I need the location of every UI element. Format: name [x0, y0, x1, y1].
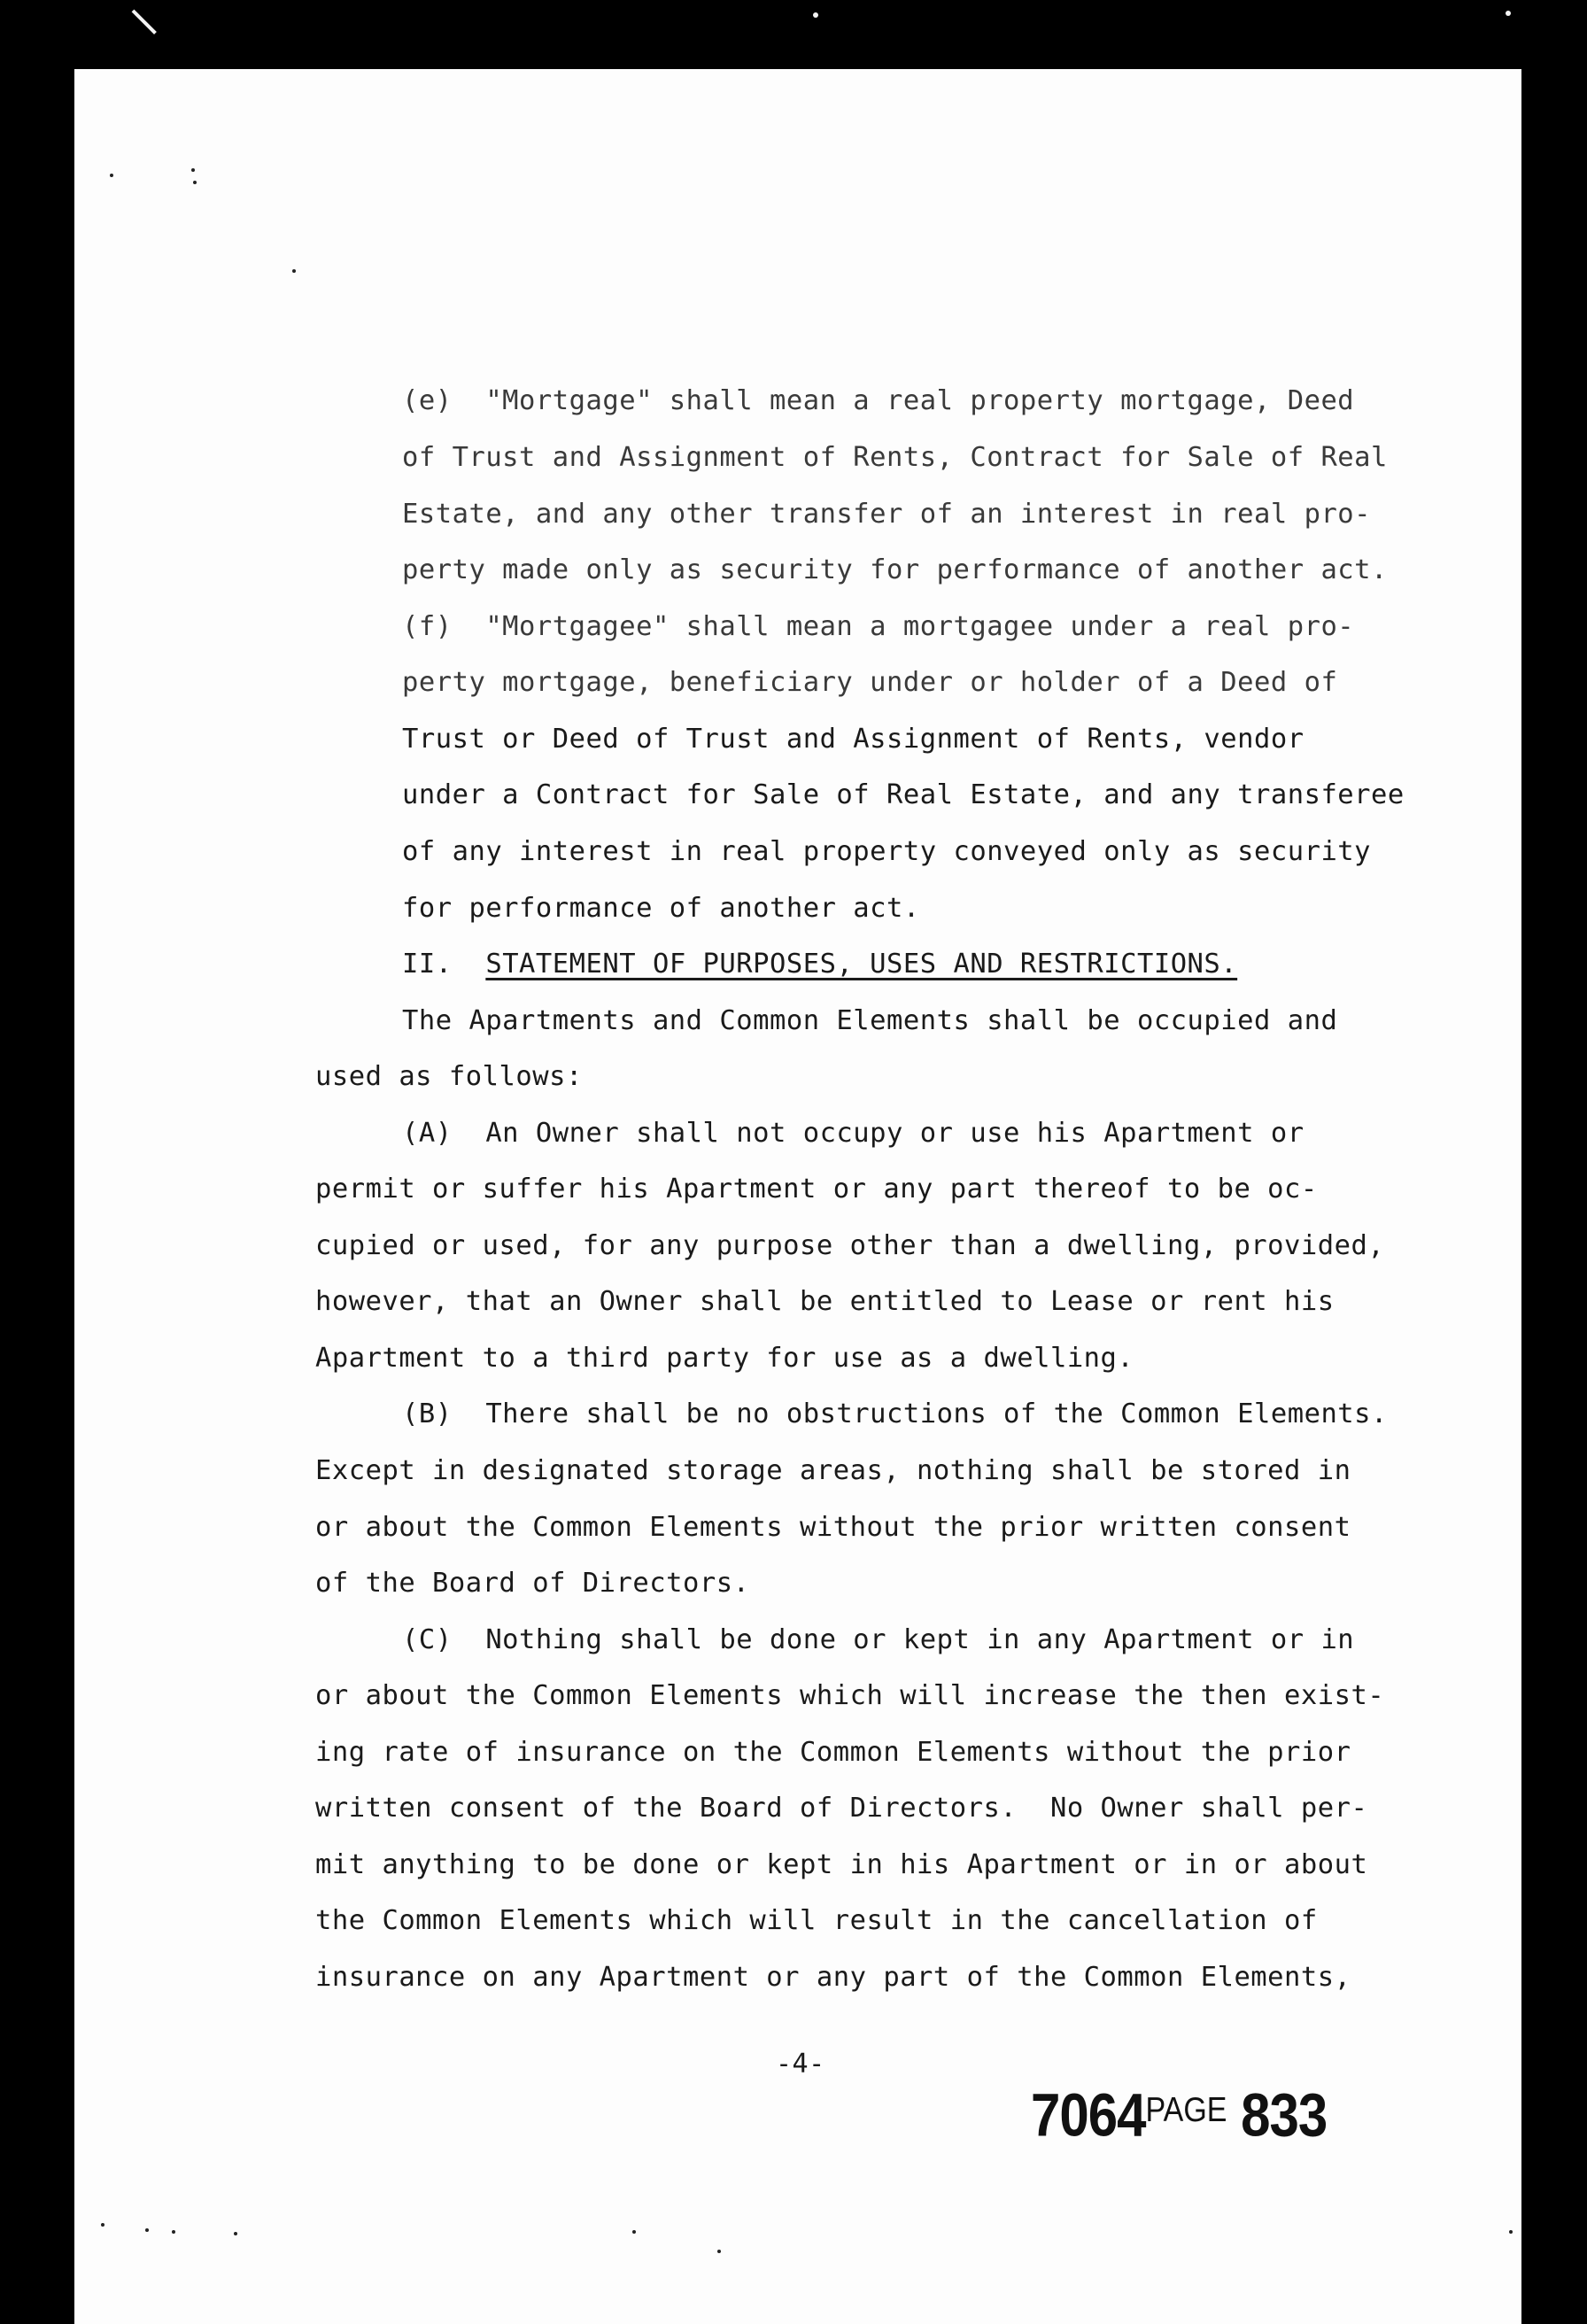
text-line: the Common Elements which will result in the cancellation of [315, 1905, 1318, 1936]
text-line: or about the Common Elements which will increase the then exist- [315, 1680, 1385, 1711]
text-line: however, that an Owner shall be entitled to Lease or rent his [315, 1286, 1335, 1317]
page-number: -4- [776, 2049, 825, 2080]
text-line: for performance of another act. [402, 893, 920, 924]
text-line: (f) "Mortgagee" shall mean a mortgagee under a real pro- [402, 611, 1355, 642]
text-line: permit or suffer his Apartment or any part thereof to be oc- [315, 1174, 1318, 1205]
recording-stamp [1031, 2080, 1327, 2150]
text-line: insurance on any Apartment or any part of the Common Elements, [315, 1962, 1351, 1993]
document-body [74, 69, 1521, 2324]
stamp-mid: PAGE [1145, 2090, 1227, 2130]
text-line: perty made only as security for performance of another act. [402, 554, 1388, 585]
stamp-page: 833 [1241, 2080, 1328, 2150]
text-line: (A) An Owner shall not occupy or use his Apartment or [402, 1118, 1304, 1149]
document-page [74, 69, 1521, 2324]
text-line: written consent of the Board of Directors. No Owner shall per- [315, 1793, 1368, 1824]
text-line: of Trust and Assignment of Rents, Contract for Sale of Real [402, 442, 1388, 473]
text-line: ing rate of insurance on the Common Elements without the prior [315, 1737, 1351, 1768]
scan-edge-mark [132, 10, 157, 35]
text-line: Trust or Deed of Trust and Assignment of Rents, vendor [402, 724, 1304, 755]
text-line: (C) Nothing shall be done or kept in any Apartment or in [402, 1624, 1355, 1655]
text-line: perty mortgage, beneficiary under or holder of a Deed of [402, 667, 1338, 698]
text-line: or about the Common Elements without the prior written consent [315, 1512, 1351, 1543]
text-line: of the Board of Directors. [315, 1568, 750, 1599]
text-line: (B) There shall be no obstructions of the Common Elements. [402, 1398, 1388, 1429]
section-heading [402, 947, 1237, 982]
text-line: mit anything to be done or kept in his Apartment or in or about [315, 1849, 1368, 1880]
text-line: cupied or used, for any purpose other than a dwelling, provided, [315, 1230, 1385, 1261]
text-line: Estate, and any other transfer of an interest in real pro- [402, 499, 1372, 530]
text-line: of any interest in real property conveyed only as security [402, 836, 1372, 867]
text-line: (e) "Mortgage" shall mean a real property mortgage, Deed [402, 385, 1355, 416]
text-line: Except in designated storage areas, nothing shall be stored in [315, 1455, 1351, 1486]
text-line: used as follows: [315, 1061, 583, 1092]
stamp-book: 7064 [1031, 2080, 1146, 2150]
scan-edge-dot [813, 12, 818, 18]
text-line: The Apartments and Common Elements shall be occupied and [402, 1005, 1338, 1036]
text-line: under a Contract for Sale of Real Estate, and any transferee [402, 779, 1405, 810]
section-number: II. [402, 949, 453, 980]
section-title: STATEMENT OF PURPOSES, USES AND RESTRICTIONS. [485, 949, 1238, 980]
text-line: Apartment to a third party for use as a dwelling. [315, 1343, 1134, 1374]
scan-edge-dot [1506, 11, 1511, 16]
